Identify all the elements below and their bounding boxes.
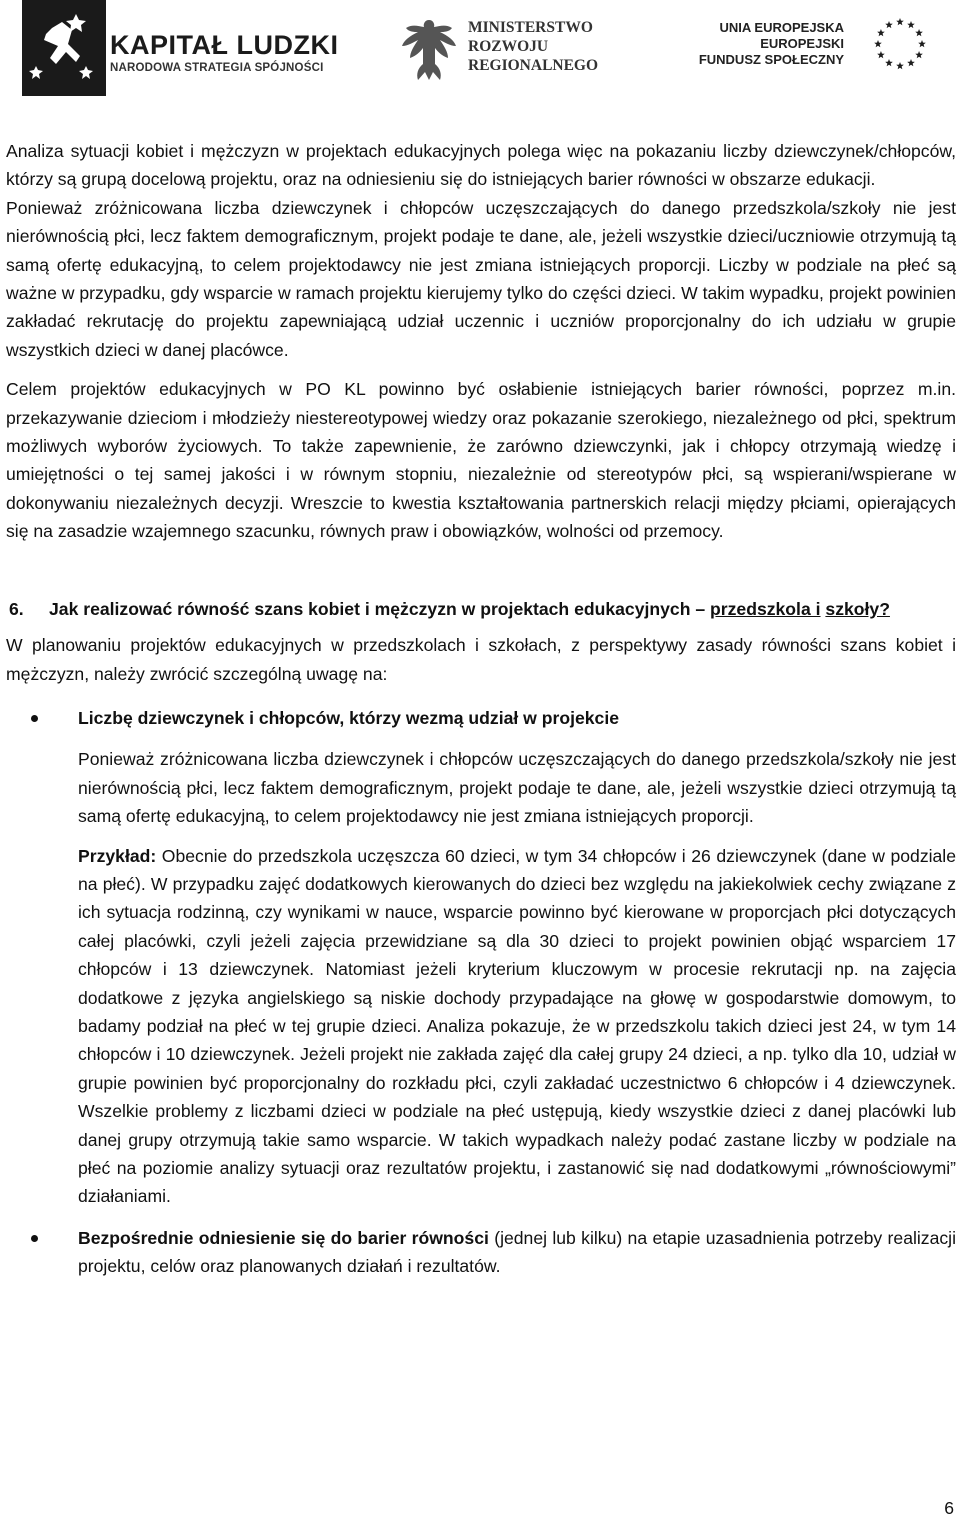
eu-star-icon [877, 51, 885, 58]
section-title [49, 595, 956, 623]
eu-star-icon [885, 59, 893, 66]
section-number: 6. [9, 598, 24, 619]
ministry-name [468, 18, 598, 75]
ministry-logo [398, 10, 598, 90]
eu-star-icon [907, 21, 915, 28]
eu-line-3: FUNDUSZ SPOŁECZNY [698, 52, 844, 67]
ministry-line-2: ROZWOJU [468, 38, 549, 55]
example-label: Przykład: [78, 845, 157, 866]
eu-star-icon [915, 51, 923, 58]
bullet-barriers-text [78, 1224, 956, 1281]
paragraph-project-goals: Celem projektów edukacyjnych w PO KL powinno być osłabienie istniejących barier równości, poprzez m.in. przekazywanie dzieciom i młodzieży niestereotypowej wiedzy oraz pokazanie szerokiego, niezależnego od płci, spektrum możliwych wyborów życiowych. To także zapewnienie, że zarówno dziewczynki, jak i chłopcy otrzymają wiedzę i umiejętności o tej samej jakości i w równym stopniu, niezależnie od stereotypów płci, są wspierani/wspierane w dokonywaniu niezależnych decyzji. Wreszcie to kwestia kształtowania partnerskich relacji między płciami, opierających się na zasadzie wzajemnego szacunku, równych praw i obowiązków, wolności od przemocy. [6, 379, 956, 542]
bullet-icon [31, 1235, 38, 1242]
bullet-paragraph-example [6, 842, 956, 1211]
example-text: Obecnie do przedszkola uczęszcza 60 dzieci, w tym 34 chłopców i 26 dziewczynek (dane w podziale na płeć). W przypadku zajęć dodatkowych kierowanych do dzieci bez względu na jakiekolwiek cechy związane z ich sytuacja rodzinną, czy wynikami w nauce, wsparcie powinno być kierowane w proporcjach płci dotyczących całej placówki, czyli jeżeli zajęcia przewidziane są dla 30 dzieci to projekt powinien objąć wsparciem 17 chłopców i 13 dziewczynek. Natomiast jeżeli kryterium kluczowym w procesie rekrutacji np. na zajęcia dodatkowe z języka angielskiego są niskie dochody przypadające na głowę w gospodarstwie domowym, to badamy podział na płeć w tej grupie dzieci. Analiza pokazuje, że w przedszkolu takich dzieci jest 24, w tym 14 chłopców i 10 dziewczynek. Jeżeli projekt nie zakłada zajęć dla całej grupy 24 dzieci, a np. tylko dla 10, udział w grupie powinien być proporcjonalny do rozkładu płci, czyli zakładać uczestnictwo 6 chłopców i 4 dziewczynek. Wszelkie problemy z liczbami dzieci w podziale na płeć ustępują, kiedy wszystkie dzieci z danej placówki lub danej grupy otrzymują takie samo wsparcie. W takich wypadkach należy podać zastane liczby w podziale na płeć na poziomie analizy sytuacji oraz rezultatów projektu, i zastanowić się nad dodatkowymi „równościowymi” działaniami. [78, 845, 956, 1207]
eu-star-icon [915, 29, 923, 36]
paragraph-analysis: Analiza sytuacji kobiet i mężczyzn w projektach edukacyjnych polega więc na pokazaniu liczby dziewczynek/chłopców, którzy są grupą docelową projektu, oraz na odniesieniu się do istniejących barier równości w obszarze edukacji. [6, 141, 956, 190]
eu-star-icon [885, 21, 893, 28]
eu-line-1: UNIA EUROPEJSKA [719, 20, 844, 35]
page-number: 6 [944, 1498, 954, 1518]
eu-line-2: EUROPEJSKI [760, 36, 844, 51]
bullet-item-barriers [6, 1224, 956, 1281]
kapital-ludzki-subtitle: NARODOWA STRATEGIA SPÓJNOŚCI [110, 62, 324, 74]
paragraph-planning: W planowaniu projektów edukacyjnych w przedszkolach i szkołach, z perspektywy zasady równości szans kobiet i mężczyzn, należy zwrócić szczególną uwagę na: [6, 635, 956, 684]
section-title-underlined: przedszkola i [710, 598, 821, 619]
bullet-item-children-count [6, 704, 956, 732]
page-header [0, 0, 960, 100]
section-title-part-1: Jak realizować równość szans kobiet i mężczyzn w projektach edukacyjnych – przedszkola i [49, 598, 821, 619]
kapital-ludzki-title: KAPITAŁ LUDZKI [110, 30, 339, 60]
section-title-part-2: szkoły? [825, 598, 890, 619]
eu-flag-icon [864, 14, 936, 74]
section-heading [6, 595, 956, 623]
eu-star-icon [896, 62, 904, 69]
ministry-line-3: REGIONALNEGO [468, 57, 599, 74]
eu-star-icon [874, 40, 882, 47]
bullet-barriers-title: Bezpośrednie odniesienie się do barier równości [78, 1227, 489, 1248]
ministry-line-1: MINISTERSTWO [468, 19, 593, 36]
eu-star-icon [907, 59, 915, 66]
eagle-emblem-icon [398, 14, 460, 86]
bullet-paragraph-demographics: Ponieważ zróżnicowana liczba dziewczynek i chłopców uczęszczających do danego przedszkola/szkoły nie jest nierównością płci, lecz faktem demograficznym, projekt podaje te dane, ale, jeżeli wszystkie dzieci otrzymują tą samą ofertę edukacyjną, to celem projektodawcy nie jest zmiana istniejących proporcji. [78, 749, 956, 827]
eu-star-icon [918, 40, 926, 47]
eu-logo [694, 14, 944, 84]
eu-name [694, 20, 844, 68]
kapital-ludzki-logo [22, 0, 339, 96]
eu-star-icon [877, 29, 885, 36]
kapital-ludzki-figure-icon [22, 0, 106, 96]
bullet-title: Liczbę dziewczynek i chłopców, którzy wezmą udział w projekcie [78, 707, 619, 728]
paragraph-demographics: Ponieważ zróżnicowana liczba dziewczynek i chłopców uczęszczających do danego przedszkola/szkoły nie jest nierównością płci, lecz faktem demograficznym, projekt podaje te dane, ale, jeżeli wszystkie dzieci/uczniowie otrzymują tą samą ofertę edukacyjną, to celem projektodawcy nie jest zmiana istniejących proporcji. Liczby w podziale na płeć są ważne w przypadku, gdy wsparcie w ramach projektu kierujemy tylko do części dzieci. W takim wypadku, projekt powinien zakładać rekrutację do projektu zapewniającą udział uczennic i uczniów proporcjonalny do ich udziału w grupie wszystkich dzieci w danej placówce. [6, 197, 956, 360]
bullet-icon [31, 715, 38, 722]
bullet-barriers-body: (jednej lub kilku) na etapie uzasadnienia potrzeby realizacji projektu, celów oraz planowanych działań i rezultatów. [78, 1227, 956, 1277]
eu-star-icon [896, 18, 904, 25]
document-body [6, 137, 956, 1281]
